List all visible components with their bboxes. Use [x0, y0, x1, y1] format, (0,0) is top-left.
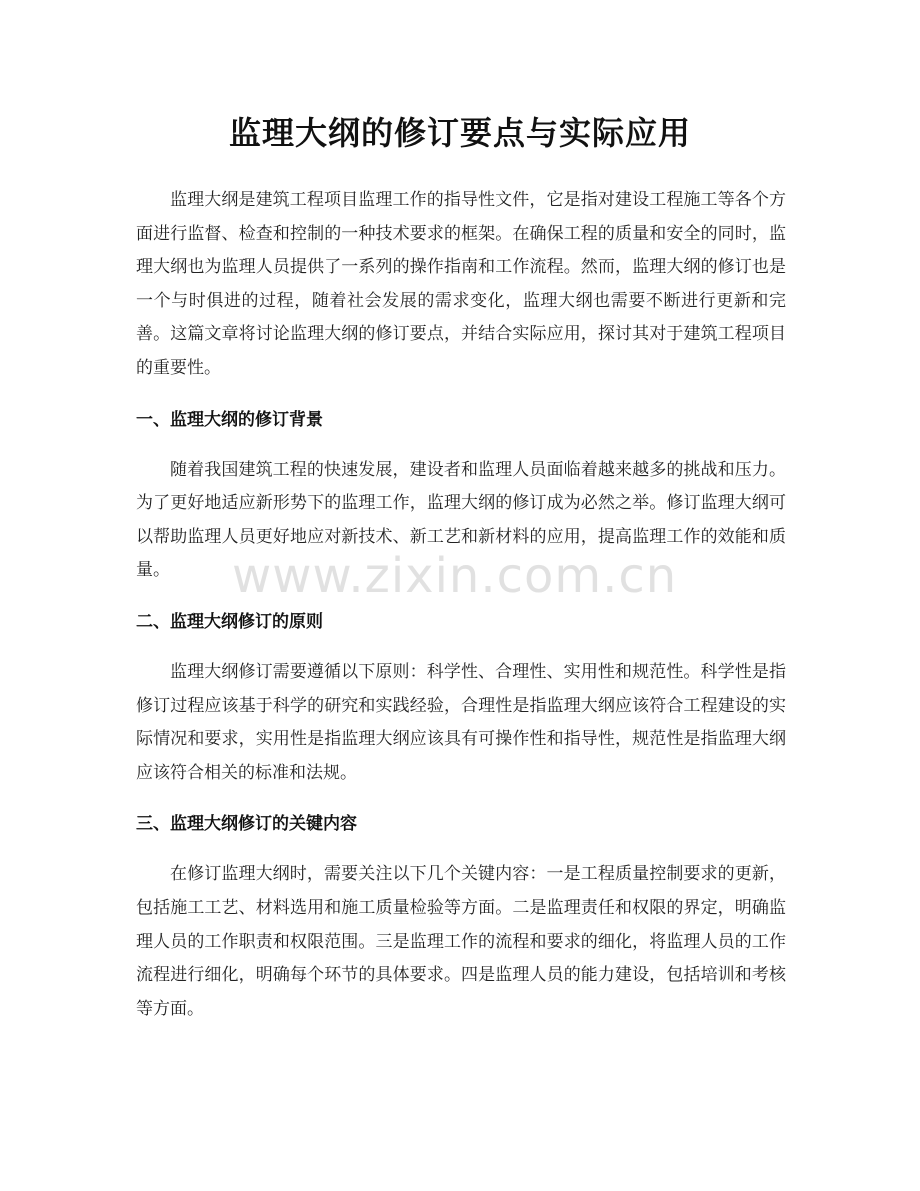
document-body [136, 184, 786, 1048]
section-body-background: 随着我国建筑工程的快速发展，建设者和监理人员面临着越来越多的挑战和压力。为了更好地适应新形势下的监理工作，监理大纲的修订成为必然之举。修订监理大纲可以帮助监理人员更好地应对新技术、新工艺和新材料的应用，提高监理工作的效能和质量。 [136, 459, 786, 581]
section-heading-key-content: 三、监理大纲修订的关键内容 [136, 814, 357, 835]
section-body-principles: 监理大纲修订需要遵循以下原则：科学性、合理性、实用性和规范性。科学性是指修订过程应该基于科学的研究和实践经验，合理性是指监理大纲应该符合工程建设的实际情况和要求，实用性是指监理大纲应该具有可操作性和指导性，规范性是指监理大纲应该符合相关的标准和法规。 [136, 661, 786, 783]
watermark-text: www.zixin.com.cn [232, 548, 678, 604]
page-title: 监理大纲的修订要点与实际应用 [228, 114, 691, 152]
section-heading-principles: 二、监理大纲修订的原则 [136, 611, 323, 632]
section-body-key-content: 在修订监理大纲时，需要关注以下几个关键内容：一是工程质量控制要求的更新，包括施工工艺、材料选用和施工质量检验等方面。二是监理责任和权限的界定，明确监理人员的工作职责和权限范围。三是监理工作的流程和要求的细化，将监理人员的工作流程进行细化，明确每个环节的具体要求。四是监理人员的能力建设，包括培训和考核等方面。 [136, 864, 786, 1019]
section-heading-background: 一、监理大纲的修订背景 [136, 409, 323, 430]
intro-paragraph: 监理大纲是建筑工程项目监理工作的指导性文件，它是指对建设工程施工等各个方面进行监督、检查和控制的一种技术要求的框架。在确保工程的质量和安全的同时，监理大纲也为监理人员提供了一系列的操作指南和工作流程。然而，监理大纲的修订也是一个与时俱进的过程，随着社会发展的需求变化，监理大纲也需要不断进行更新和完善。这篇文章将讨论监理大纲的修订要点，并结合实际应用，探讨其对于建筑工程项目的重要性。 [136, 190, 786, 378]
